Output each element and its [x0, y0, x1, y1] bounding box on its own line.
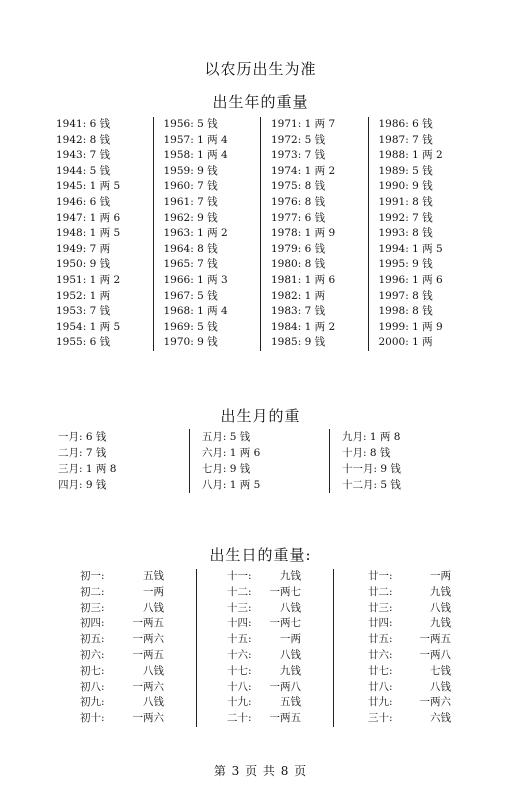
day-label: 初八:	[80, 680, 105, 693]
day-weight: 一两七	[269, 617, 301, 630]
month-section-title: 出生月的重	[220, 407, 301, 425]
day-label: 廿二:	[368, 585, 393, 598]
year-entry: 1957: 1 两 4	[163, 133, 228, 146]
page-footer: 第 3 页 共 8 页	[213, 764, 308, 778]
day-weight: 九钱	[430, 617, 451, 630]
day-weight: 五钱	[280, 696, 301, 709]
day-weight: 八钱	[430, 680, 451, 693]
year-entry: 1974: 1 两 2	[271, 164, 336, 177]
day-weight: 一两六	[132, 680, 164, 693]
year-entry: 1985: 9 钱	[271, 336, 326, 349]
day-weight: 六钱	[430, 712, 451, 725]
year-entry: 1989: 5 钱	[378, 164, 433, 177]
day-weight: 八钱	[280, 601, 301, 614]
month-entry: 九月: 1 两 8	[341, 431, 401, 443]
day-weight: 一两五	[132, 648, 164, 661]
year-entry: 1967: 5 钱	[163, 289, 218, 302]
day-weight: 八钱	[143, 664, 164, 677]
day-entry	[227, 711, 301, 727]
month-entry: 十一月: 9 钱	[341, 463, 401, 475]
day-column	[60, 569, 197, 727]
year-entry: 1978: 1 两 9	[271, 227, 336, 240]
day-entry	[368, 648, 451, 664]
year-entry: 1984: 1 两 2	[271, 320, 336, 333]
year-entry: 1962: 9 钱	[163, 211, 218, 224]
page-title: 以农历出生为准	[204, 60, 317, 78]
day-weight: 一两六	[132, 712, 164, 725]
year-entry: 1945: 1 两 5	[56, 180, 121, 193]
month-column	[190, 429, 330, 493]
day-label: 十八:	[227, 680, 252, 693]
day-label: 十六:	[227, 648, 252, 661]
year-column	[46, 117, 154, 351]
year-entry: 1992: 7 钱	[378, 211, 433, 224]
day-weight: 九钱	[430, 585, 451, 598]
day-weight: 一两	[430, 570, 451, 582]
day-label: 十五:	[227, 633, 252, 646]
year-entry: 1973: 7 钱	[271, 149, 326, 162]
year-entry: 1968: 1 两 4	[163, 305, 228, 318]
year-entry: 1997: 8 钱	[378, 289, 433, 302]
year-entry: 1981: 1 两 6	[271, 273, 336, 286]
day-label: 初三:	[80, 601, 105, 614]
year-entry: 1947: 1 两 6	[56, 211, 121, 224]
day-label: 十四:	[227, 617, 252, 630]
year-entry: 1960: 7 钱	[163, 180, 218, 193]
year-entry: 1986: 6 钱	[378, 118, 433, 130]
day-weight-table	[60, 569, 472, 727]
day-entry	[368, 616, 451, 632]
day-weight: 九钱	[280, 664, 301, 677]
year-entry: 1970: 9 钱	[163, 336, 218, 349]
year-entry: 1998: 8 钱	[378, 305, 433, 318]
year-entry: 1943: 7 钱	[56, 149, 111, 162]
year-entry: 1977: 6 钱	[271, 211, 326, 224]
month-entry: 七月: 9 钱	[201, 463, 251, 475]
month-entry: 一月: 6 钱	[58, 431, 107, 443]
year-entry: 1958: 1 两 4	[163, 149, 228, 162]
year-section-title: 出生年的重量	[212, 93, 309, 111]
day-label: 初十:	[80, 712, 105, 725]
day-entry	[368, 664, 451, 680]
day-label: 廿三:	[368, 601, 393, 614]
day-weight: 一两五	[419, 633, 451, 646]
day-label: 初六:	[80, 648, 105, 661]
month-entry: 四月: 9 钱	[58, 479, 107, 491]
year-entry: 1941: 6 钱	[56, 118, 111, 130]
day-entry	[227, 616, 301, 632]
year-entry: 1954: 1 两 5	[56, 320, 121, 333]
year-entry: 1964: 8 钱	[163, 242, 218, 255]
day-entry	[368, 601, 451, 617]
day-label: 廿七:	[368, 664, 393, 677]
year-entry: 1959: 9 钱	[163, 164, 218, 177]
day-entry	[227, 695, 301, 711]
day-weight: 一两八	[419, 648, 451, 661]
year-entry: 1952: 1 两	[56, 289, 111, 302]
day-weight: 一两八	[269, 680, 301, 693]
year-entry: 1972: 5 钱	[271, 133, 326, 146]
day-label: 廿九:	[368, 696, 393, 709]
day-entry	[80, 569, 164, 585]
year-entry: 1988: 1 两 2	[378, 149, 443, 162]
day-label: 十七:	[227, 664, 252, 677]
year-entry: 1951: 1 两 2	[56, 273, 121, 286]
day-entry	[80, 601, 164, 617]
month-column	[330, 429, 470, 493]
day-weight: 八钱	[430, 601, 451, 614]
year-entry: 1976: 8 钱	[271, 195, 326, 208]
day-entry	[227, 632, 301, 648]
day-entry	[368, 632, 451, 648]
year-entry: 1948: 1 两 5	[56, 227, 121, 240]
month-column	[50, 429, 190, 493]
day-entry	[80, 695, 164, 711]
day-entry	[227, 601, 301, 617]
year-entry: 1963: 1 两 2	[163, 227, 228, 240]
year-weight-table	[46, 117, 476, 351]
day-label: 廿八:	[368, 680, 393, 693]
day-entry	[227, 664, 301, 680]
month-weight-table	[50, 429, 470, 493]
day-label: 十九:	[227, 696, 252, 709]
year-entry: 1961: 7 钱	[163, 195, 218, 208]
day-entry	[80, 664, 164, 680]
year-entry: 1971: 1 两 7	[271, 118, 336, 130]
month-entry: 五月: 5 钱	[201, 431, 251, 443]
day-weight: 七钱	[430, 664, 451, 677]
day-label: 三十:	[368, 712, 393, 725]
day-weight: 八钱	[143, 601, 164, 614]
year-entry: 1965: 7 钱	[163, 258, 218, 271]
day-weight: 九钱	[280, 570, 301, 582]
year-entry: 1996: 1 两 6	[378, 273, 443, 286]
day-label: 廿六:	[368, 648, 393, 661]
day-entry	[227, 648, 301, 664]
year-entry: 1999: 1 两 9	[378, 320, 443, 333]
year-entry: 1993: 8 钱	[378, 227, 433, 240]
year-entry: 1987: 7 钱	[378, 133, 433, 146]
day-label: 初一:	[80, 570, 105, 582]
day-section-title: 出生日的重量:	[209, 546, 312, 564]
year-column	[261, 117, 369, 351]
day-weight: 一两六	[419, 696, 451, 709]
day-weight: 一两五	[269, 712, 301, 725]
day-label: 廿五:	[368, 633, 393, 646]
year-entry: 1995: 9 钱	[378, 258, 433, 271]
month-entry: 二月: 7 钱	[58, 447, 107, 459]
year-entry: 1966: 1 两 3	[163, 273, 228, 286]
day-label: 初九:	[80, 696, 105, 709]
year-entry: 1953: 7 钱	[56, 305, 111, 318]
day-label: 初五:	[80, 633, 105, 646]
day-entry	[80, 648, 164, 664]
year-entry: 1990: 9 钱	[378, 180, 433, 193]
day-entry	[227, 585, 301, 601]
day-weight: 一两	[280, 633, 301, 646]
year-column	[369, 117, 477, 351]
day-entry	[227, 680, 301, 696]
day-weight: 一两七	[269, 585, 301, 598]
year-entry: 2000: 1 两	[378, 336, 433, 349]
day-entry	[80, 632, 164, 648]
day-entry	[80, 616, 164, 632]
year-entry: 1979: 6 钱	[271, 242, 326, 255]
day-weight: 五钱	[143, 570, 164, 582]
day-label: 十三:	[227, 601, 252, 614]
year-entry: 1955: 6 钱	[56, 336, 111, 349]
day-label: 初四:	[80, 617, 105, 630]
day-label: 初二:	[80, 585, 105, 598]
day-weight: 八钱	[280, 648, 301, 661]
day-entry	[368, 695, 451, 711]
day-entry	[227, 569, 301, 585]
month-entry: 六月: 1 两 6	[201, 447, 261, 459]
month-entry: 十二月: 5 钱	[341, 479, 401, 491]
year-entry: 1991: 8 钱	[378, 195, 433, 208]
year-entry: 1944: 5 钱	[56, 164, 111, 177]
year-entry: 1949: 7 两	[56, 242, 111, 255]
month-entry: 十月: 8 钱	[341, 447, 391, 459]
year-column	[154, 117, 262, 351]
year-entry: 1975: 8 钱	[271, 180, 326, 193]
day-weight: 一两	[143, 585, 164, 598]
day-label: 二十:	[227, 712, 252, 725]
day-weight: 一两六	[132, 633, 164, 646]
month-entry: 八月: 1 两 5	[201, 479, 261, 491]
day-label: 初七:	[80, 664, 105, 677]
month-entry: 三月: 1 两 8	[58, 463, 117, 475]
day-entry	[80, 711, 164, 727]
year-entry: 1942: 8 钱	[56, 133, 111, 146]
day-label: 廿四:	[368, 617, 393, 630]
day-entry	[368, 711, 451, 727]
year-entry: 1946: 6 钱	[56, 195, 111, 208]
day-label: 廿一:	[368, 570, 393, 582]
day-entry	[368, 680, 451, 696]
year-entry: 1982: 1 两	[271, 289, 326, 302]
day-weight: 一两五	[132, 617, 164, 630]
day-weight: 八钱	[143, 696, 164, 709]
day-column	[197, 569, 334, 727]
year-entry: 1994: 1 两 5	[378, 242, 443, 255]
year-entry: 1983: 7 钱	[271, 305, 326, 318]
day-entry	[80, 680, 164, 696]
year-entry: 1969: 5 钱	[163, 320, 218, 333]
day-column	[334, 569, 471, 727]
day-entry	[368, 585, 451, 601]
year-entry: 1980: 8 钱	[271, 258, 326, 271]
day-entry	[80, 585, 164, 601]
year-entry: 1950: 9 钱	[56, 258, 111, 271]
year-entry: 1956: 5 钱	[163, 118, 218, 130]
day-entry	[368, 569, 451, 585]
day-label: 十二:	[227, 585, 252, 598]
day-label: 十一:	[227, 570, 252, 582]
